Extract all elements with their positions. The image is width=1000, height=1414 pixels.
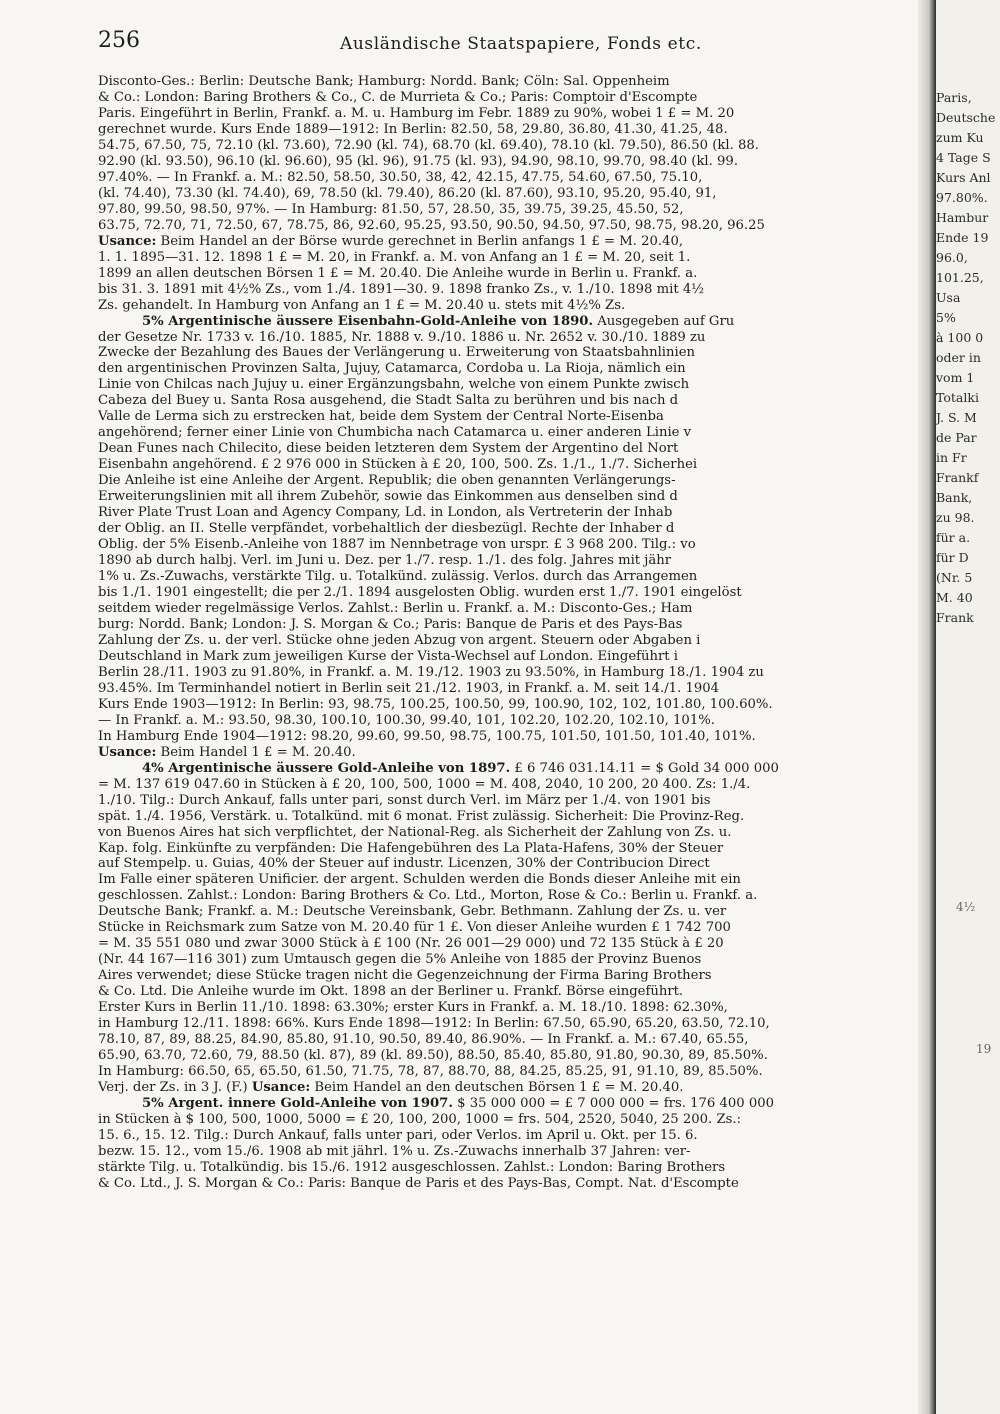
text-line: Zs. gehandelt. In Hamburg von Anfang an 1 £ = M. 20.40 u. stets mit 4½% Zs. (98, 297, 626, 313)
adjacent-mark: 4½ (956, 900, 976, 914)
text-line: Disconto-Ges.: Berlin: Deutsche Bank; Hamburg: Nordd. Bank; Cöln: Sal. Oppenheim (98, 74, 670, 89)
text-line: In Hamburg Ende 1904—1912: 98.20, 99.60, 99.50, 98.75, 100.75, 101.50, 101.50, 101.40, 101%. (98, 728, 756, 744)
adjacent-fragment: für a. (936, 530, 971, 545)
text-line: = M. 35 551 080 und zwar 3000 Stück à £ 100 (Nr. 26 001—29 000) und 72 135 Stück à £ 20 (98, 936, 724, 952)
text-line: Paris. Eingeführt in Berlin, Frankf. a. M. u. Hamburg im Febr. 1889 zu 90%, wobei 1 £ = M. 20 (98, 105, 735, 121)
text-line: auf Stempelp. u. Guias, 40% der Steuer auf industr. Licenzen, 30% der Contribucion Direct (98, 856, 710, 872)
text-line: spät. 1./4. 1956, Verstärk. u. Totalkünd. mit 6 monat. Frist zulässig. Sicherheit: Die Provinz-Reg. (98, 808, 745, 824)
text-line: Zwecke der Bezahlung des Baues der Verlängerung u. Erweiterung von Staatsbahnlinien (98, 345, 696, 361)
text-line: bezw. 15. 12., vom 15./6. 1908 ab mit jährl. 1% u. Zs.-Zuwachs innerhalb 37 Jahren: ver- (98, 1143, 691, 1159)
text-line: bis 31. 3. 1891 mit 4½% Zs., vom 1./4. 1891—30. 9. 1898 franko Zs., v. 1./10. 1898 mit 4½ (98, 281, 705, 297)
text-line: 54.75, 67.50, 75, 72.10 (kl. 73.60), 72.90 (kl. 74), 68.70 (kl. 69.40), 78.10 (kl. 79.50), 86.50 (kl. 88. (98, 137, 759, 153)
entry-text: Beim Handel an der Börse wurde gerechnet in Berlin anfangs 1 £ = M. 20.40, (156, 233, 684, 249)
text-line: der Oblig. an II. Stelle verpfändet, vorbehaltlich der diesbezügl. Rechte der Inhaber d (98, 521, 675, 537)
text-line: 15. 6., 15. 12. Tilg.: Durch Ankauf, falls unter pari, oder Verlos. im April u. Okt. per 15. 6. (98, 1127, 698, 1143)
page-number: 256 (98, 28, 140, 53)
text-line: 97.40%. — In Frankf. a. M.: 82.50, 58.50, 30.50, 38, 42, 42.15, 47.75, 54.60, 67.50, 75.10, (98, 169, 703, 185)
text-line: den argentinischen Provinzen Salta, Jujuy, Catamarca, Cordoba u. La Rioja, nämlich ein (98, 361, 686, 377)
text-line: Im Falle einer späteren Unificier. der argent. Schulden werden die Bonds dieser Anleihe mit ein (98, 872, 741, 888)
text-column (98, 74, 910, 1409)
text-line: 1890 ab durch halbj. Verl. im Juni u. Dez. per 1./7. resp. 1./1. des folg. Jahres mit jähr (98, 553, 672, 569)
text-line: 92.90 (kl. 93.50), 96.10 (kl. 96.60), 95 (kl. 96), 91.75 (kl. 93), 94.90, 98.10, 99.70, 98.40 (kl. 99. (98, 153, 739, 169)
text-line: stärkte Tilg. u. Totalkündig. bis 15./6. 1912 ausgeschlossen. Zahlst.: London: Baring Brothers (98, 1159, 726, 1175)
text-line: (Nr. 44 167—116 301) zum Umtausch gegen die 5% Anleihe von 1885 der Provinz Buenos (98, 952, 702, 968)
entry-heading: 4% Argentinische äussere Gold-Anleihe von 1897. (142, 760, 511, 776)
text-line: Berlin 28./11. 1903 zu 91.80%, in Frankf. a. M. 19./12. 1903 zu 93.50%, in Hamburg 18./1. 1904 zu (98, 664, 764, 680)
text-line: Zahlung der Zs. u. der verl. Stücke ohne jeden Abzug von argent. Steuern oder Abgaben i (98, 632, 701, 648)
book-gutter (918, 0, 936, 1414)
text-line: Aires verwendet; diese Stücke tragen nicht die Gegenzeichnung der Firma Baring Brothers (98, 968, 712, 984)
text-line: Cabeza del Buey u. Santa Rosa ausgehend, die Stadt Salta zu berühren und bis nach d (98, 393, 679, 409)
adjacent-fragment: zu 98. (936, 510, 975, 525)
adjacent-fragment: Ende 19 (936, 230, 989, 245)
text-line: burg: Nordd. Bank; London: J. S. Morgan & Co.; Paris: Banque de Paris et des Pays-Bas (98, 616, 683, 632)
adjacent-fragment: 97.80%. (936, 190, 988, 205)
entry-text: Verj. der Zs. in 3 J. (F.) (98, 1080, 252, 1096)
text-line: 1899 an allen deutschen Börsen 1 £ = M. 20.40. Die Anleihe wurde in Berlin u. Frankf. a. (98, 265, 698, 281)
adjacent-fragment: 5% (936, 310, 956, 325)
adjacent-fragment: Hambur (936, 210, 989, 225)
adjacent-fragment: 96.0, (936, 250, 968, 265)
entry-text: Beim Handel an den deutschen Börsen 1 £ = M. 20.40. (310, 1080, 684, 1096)
entry-text: $ 35 000 000 = £ 7 000 000 = frs. 176 400 000 (452, 1096, 775, 1111)
text-line (98, 745, 910, 761)
adjacent-fragment: 101.25, (936, 270, 984, 285)
text-line (98, 1096, 910, 1112)
text-line: 1% u. Zs.-Zuwachs, verstärkte Tilg. u. Totalkünd. zulässig. Verlos. durch das Arrangemen (98, 569, 698, 585)
text-line (98, 1080, 910, 1096)
text-line: Stücke in Reichsmark zum Satze von M. 20.40 für 1 £. Von dieser Anleihe wurden £ 1 742 700 (98, 920, 731, 936)
adjacent-fragment: Frank (936, 610, 974, 625)
text-line: Valle de Lerma sich zu erstrecken hat, beide dem System der Central Norte-Eisenba (98, 409, 664, 425)
text-line (98, 234, 910, 250)
text-line: Oblig. der 5% Eisenb.-Anleihe von 1887 im Nennbetrage von urspr. £ 3 968 200. Tilg.: vo (98, 537, 696, 553)
adjacent-mark: 19 (976, 1042, 992, 1056)
text-line: Die Anleihe ist eine Anleihe der Argent. Republik; die oben genannten Verlängerungs- (98, 473, 676, 489)
entry-heading: Usance: (98, 233, 157, 249)
text-line: in Stücken à $ 100, 500, 1000, 5000 = £ 20, 100, 200, 1000 = frs. 504, 2520, 5040, 25 200. Zs.: (98, 1111, 742, 1127)
text-line: bis 1./1. 1901 eingestellt; die per 2./1. 1894 ausgelosten Oblig. wurden erst 1./7. 1901 eingelöst (98, 585, 742, 600)
text-line: River Plate Trust Loan and Agency Company, Ld. in London, als Vertreterin der Inhab (98, 505, 673, 521)
text-line: In Hamburg: 66.50, 65, 65.50, 61.50, 71.75, 78, 87, 88.70, 88, 84.25, 85.25, 91, 91.10, 89, 85.50%. (98, 1064, 763, 1080)
text-line: Kap. folg. Einkünfte zu verpfänden: Die Hafengebühren des La Plata-Hafens, 30% der Steuer (98, 840, 724, 856)
text-line: geschlossen. Zahlst.: London: Baring Brothers & Co. Ltd., Morton, Rose & Co.: Berlin u. Frankf. a. (98, 888, 758, 904)
text-line: Erster Kurs in Berlin 11./10. 1898: 63.30%; erster Kurs in Frankf. a. M. 18./10. 1898: 62.30%, (98, 1000, 728, 1016)
text-line: Deutsche Bank; Frankf. a. M.: Deutsche Vereinsbank, Gebr. Bethmann. Zahlung der Zs. u. ver (98, 904, 727, 920)
adjacent-fragment: M. 40 (936, 590, 973, 605)
adjacent-fragment: Totalki (936, 390, 979, 405)
entry-heading: Usance: (251, 1080, 311, 1096)
text-line: 97.80, 99.50, 98.50, 97%. — In Hamburg: 81.50, 57, 28.50, 35, 39.75, 39.25, 45.50, 52, (98, 201, 684, 217)
text-line: gerechnet wurde. Kurs Ende 1889—1912: In Berlin: 82.50, 58, 29.80, 36.80, 41.30, 41.25, 48. (98, 121, 728, 137)
text-line: Linie von Chilcas nach Jujuy u. einer Ergänzungsbahn, welche von einem Punkte zwisch (98, 377, 690, 393)
adjacent-fragment: Deutsche (936, 110, 996, 125)
adjacent-fragment: in Fr (936, 450, 967, 465)
adjacent-fragment: zum Ku (936, 130, 984, 145)
adjacent-fragment: 4 Tage S (936, 150, 991, 165)
text-line: & Co. Ltd., J. S. Morgan & Co.: Paris: Banque de Paris et des Pays-Bas, Compt. Nat. d'Escompte (98, 1175, 739, 1191)
text-line: 1. 1. 1895—31. 12. 1898 1 £ = M. 20, in Frankf. a. M. von Anfang an 1 £ = M. 20, seit 1. (98, 249, 691, 265)
text-line: (kl. 74.40), 73.30 (kl. 74.40), 69, 78.50 (kl. 79.40), 86.20 (kl. 87.60), 93.10, 95.20, 95.40, 91, (98, 185, 717, 201)
text-line: 65.90, 63.70, 72.60, 79, 88.50 (kl. 87), 89 (kl. 89.50), 88.50, 85.40, 85.80, 91.80, 90.30, 89, 85.50%. (98, 1048, 768, 1064)
text-line: — In Frankf. a. M.: 93.50, 98.30, 100.10, 100.30, 99.40, 101, 102.20, 102.20, 102.10, 101%. (98, 712, 715, 728)
text-line (98, 761, 910, 777)
text-line: Deutschland in Mark zum jeweiligen Kurse der Vista-Wechsel auf London. Eingeführt i (98, 648, 679, 664)
adjacent-fragment: vom 1 (936, 370, 975, 385)
text-line: = M. 137 619 047.60 in Stücken à £ 20, 100, 500, 1000 = M. 408, 2040, 10 200, 20 400. Zs: 1./4. (98, 776, 751, 792)
adjacent-fragment: Paris, (936, 90, 972, 105)
entry-heading: 5% Argent. innere Gold-Anleihe von 1907. (142, 1096, 453, 1111)
text-line (98, 314, 910, 330)
text-line: 78.10, 87, 89, 88.25, 84.90, 85.80, 91.10, 90.50, 89.40, 86.90%. — In Frankf. a. M.: 67.40, 65.55, (98, 1032, 749, 1048)
entry-text: Beim Handel 1 £ = M. 20.40. (156, 744, 356, 760)
entry-text: £ 6 746 031.14.11 = $ Gold 34 000 000 (510, 760, 779, 776)
text-line: seitdem wieder regelmässige Verlos. Zahlst.: Berlin u. Frankf. a. M.: Disconto-Ges.; Ham (98, 600, 693, 616)
adjacent-fragment: Kurs Anl (936, 170, 991, 185)
text-line: Kurs Ende 1903—1912: In Berlin: 93, 98.75, 100.25, 100.50, 99, 100.90, 102, 102, 101.80, 100.60%. (98, 696, 773, 712)
adjacent-fragment: à 100 0 (936, 330, 984, 345)
entry-text: Ausgegeben auf Gru (593, 313, 735, 329)
entry-heading: 5% Argentinische äussere Eisenbahn-Gold-Anleihe von 1890. (142, 313, 594, 329)
text-line: Dean Funes nach Chilecito, diese beiden letzteren dem System der Argentino del Nort (98, 441, 679, 457)
adjacent-fragment: (Nr. 5 (936, 570, 973, 585)
text-line: der Gesetze Nr. 1733 v. 16./10. 1885, Nr. 1888 v. 9./10. 1886 u. Nr. 2652 v. 30./10. 1889 zu (98, 329, 706, 345)
adjacent-page-edge (936, 0, 1000, 1414)
text-line: 63.75, 72.70, 71, 72.50, 67, 78.75, 86, 92.60, 95.25, 93.50, 90.50, 94.50, 97.50, 98.75, 98.20, 96.25 (98, 217, 765, 233)
page-header (0, 28, 930, 58)
adjacent-fragment: Frankf (936, 470, 979, 485)
text-line: Erweiterungslinien mit all ihrem Zubehör, sowie das Einkommen aus denselben sind d (98, 489, 678, 505)
entry-heading: Usance: (98, 744, 157, 760)
running-head: Ausländische Staatspapiere, Fonds etc. (340, 34, 702, 54)
text-line: 93.45%. Im Terminhandel notiert in Berlin seit 21./12. 1903, in Frankf. a. M. seit 14./1. 1904 (98, 680, 720, 696)
adjacent-fragment: Bank, (936, 490, 973, 505)
adjacent-fragment: für D (936, 550, 969, 565)
text-line: Eisenbahn angehörend. £ 2 976 000 in Stücken à £ 20, 100, 500. Zs. 1./1., 1./7. Sicherhei (98, 457, 698, 473)
text-line: 1./10. Tilg.: Durch Ankauf, falls unter pari, sonst durch Verl. im März per 1./4. von 1901 bis (98, 792, 711, 808)
adjacent-fragment: Usa (936, 290, 961, 305)
text-line: & Co. Ltd. Die Anleihe wurde im Okt. 1898 an der Berliner u. Frankf. Börse eingeführt. (98, 984, 684, 1000)
adjacent-fragment: de Par (936, 430, 977, 445)
text-line: von Buenos Aires hat sich verpflichtet, der National-Reg. als Sicherheit der Zahlung von Zs. u. (98, 824, 732, 840)
text-line: & Co.: London: Baring Brothers & Co., C. de Murrieta & Co.; Paris: Comptoir d'Escompte (98, 89, 698, 105)
text-line: angehörend; ferner einer Linie von Chumbicha nach Catamarca u. einer anderen Linie v (98, 425, 692, 441)
adjacent-page-text (936, 88, 995, 628)
text-line: in Hamburg 12./11. 1898: 66%. Kurs Ende 1898—1912: In Berlin: 67.50, 65.90, 65.20, 63.50, 72.10, (98, 1016, 770, 1032)
adjacent-fragment: J. S. M (936, 410, 977, 425)
adjacent-fragment: oder in (936, 350, 981, 365)
